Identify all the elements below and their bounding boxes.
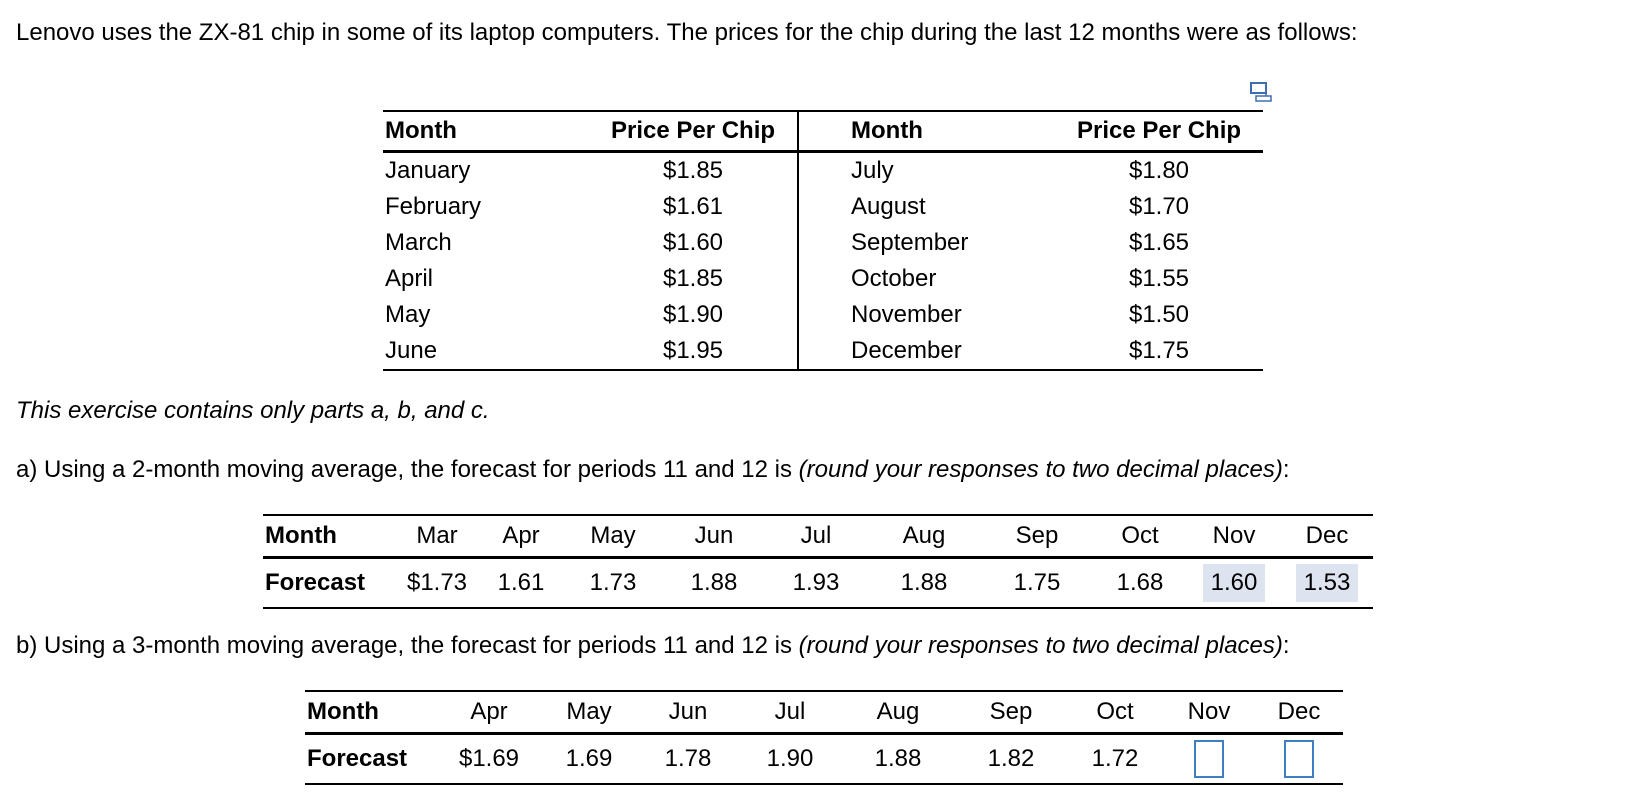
forecast-answer-value[interactable]: 1.60 xyxy=(1203,564,1266,602)
price-table-cell-month: March xyxy=(385,229,452,256)
price-table-cell-price: $1.85 xyxy=(589,261,798,297)
forecast-value: 1.88 xyxy=(900,569,948,596)
price-table xyxy=(383,110,1263,371)
month-header: Sep xyxy=(989,698,1033,725)
forecast-value: 1.68 xyxy=(1116,569,1164,596)
price-table-cell-month: December xyxy=(851,337,962,364)
forecast-answer-value[interactable]: 1.53 xyxy=(1296,564,1359,602)
price-table-cell-month: July xyxy=(851,157,894,184)
part_a-month-row xyxy=(263,515,1373,558)
month-header: Aug xyxy=(876,698,920,725)
price-table-cell-price: $1.61 xyxy=(589,189,798,225)
question-b xyxy=(16,632,1290,660)
month-header: Jun xyxy=(694,522,734,549)
month-header: May xyxy=(566,698,612,725)
forecast-value: 1.69 xyxy=(565,745,613,772)
question-a xyxy=(16,456,1290,484)
intro-text: Lenovo uses the ZX-81 chip in some of its laptop computers. The prices for the chip during the last 12 months were as follows: xyxy=(16,19,1358,46)
price-table-cell-month: September xyxy=(851,229,969,256)
forecast-value: 1.75 xyxy=(1013,569,1061,596)
row-label-month: Month xyxy=(307,698,379,725)
row-label-month: Month xyxy=(265,522,337,549)
forecast-answer-input[interactable] xyxy=(1194,740,1224,778)
forecast-value: $1.69 xyxy=(458,745,520,772)
forecast-value: 1.93 xyxy=(792,569,840,596)
forecast-value: 1.61 xyxy=(497,569,545,596)
month-header: Apr xyxy=(470,698,508,725)
question-b-text: b) Using a 3-month moving average, the forecast for periods 11 and 12 is xyxy=(16,632,799,659)
price-table-cell-month: November xyxy=(851,301,962,328)
forecast-input-cell xyxy=(1163,734,1255,785)
price-table-cell-price: $1.60 xyxy=(589,225,798,261)
price-table-cell-month: June xyxy=(385,337,438,364)
part_b-forecast-row xyxy=(305,734,1343,785)
forecast-input-cell xyxy=(1255,734,1343,785)
question-a-colon: : xyxy=(1282,456,1290,483)
price-table-cell-price: $1.65 xyxy=(1128,229,1190,256)
header-price-1: Price Per Chip xyxy=(589,111,798,152)
part_b-month-row xyxy=(305,691,1343,734)
forecast-value: 1.88 xyxy=(690,569,738,596)
row-label-forecast: Forecast xyxy=(307,745,408,772)
table-row xyxy=(383,297,1263,333)
month-header: Dec xyxy=(1277,698,1321,725)
table-row xyxy=(383,152,1263,190)
forecast-value: 1.72 xyxy=(1091,745,1139,772)
month-header: Aug xyxy=(902,522,946,549)
month-header: Sep xyxy=(1015,522,1059,549)
price-table-cell-price: $1.95 xyxy=(589,333,798,370)
forecast-value: 1.90 xyxy=(766,745,814,772)
price-table-cell-price: $1.70 xyxy=(1128,193,1190,220)
forecast-value: $1.73 xyxy=(406,569,468,596)
price-table-header xyxy=(383,111,1263,152)
header-month-2: Month xyxy=(851,117,923,144)
price-table-cell-month: January xyxy=(385,157,471,184)
table-row xyxy=(383,333,1263,370)
price-table-cell-price: $1.90 xyxy=(589,297,798,333)
price-table-cell-price: $1.80 xyxy=(1128,157,1190,184)
header-price-2: Price Per Chip xyxy=(1076,117,1242,144)
question-a-rounding: (round your responses to two decimal places) xyxy=(798,456,1283,483)
forecast-answer-input[interactable] xyxy=(1284,740,1314,778)
forecast-table-a xyxy=(263,514,1373,609)
month-header: Oct xyxy=(1121,522,1159,549)
price-table-cell-month: April xyxy=(385,265,434,292)
month-header: Nov xyxy=(1187,698,1231,725)
month-header: Jul xyxy=(774,698,806,725)
month-header: Nov xyxy=(1212,522,1256,549)
month-header: Jun xyxy=(668,698,708,725)
price-table-cell-month: May xyxy=(385,301,431,328)
table-row xyxy=(383,261,1263,297)
price-table-cell-price: $1.50 xyxy=(1128,301,1190,328)
month-header: May xyxy=(590,522,636,549)
forecast-table-b xyxy=(305,690,1343,785)
price-table-cell-month: October xyxy=(851,265,937,292)
forecast-value: 1.78 xyxy=(664,745,712,772)
price-table-cell-price: $1.55 xyxy=(1128,265,1190,292)
question-b-colon: : xyxy=(1282,632,1290,659)
month-header: Dec xyxy=(1305,522,1349,549)
table-row xyxy=(383,225,1263,261)
forecast-value: 1.73 xyxy=(589,569,637,596)
price-table-cell-price: $1.85 xyxy=(589,152,798,190)
forecast-answer-cell xyxy=(1281,558,1373,609)
month-header: Apr xyxy=(502,522,540,549)
month-header: Mar xyxy=(416,522,458,549)
month-header: Jul xyxy=(800,522,832,549)
exercise-note: This exercise contains only parts a, b, and c. xyxy=(16,397,490,424)
forecast-value: 1.82 xyxy=(987,745,1035,772)
table-row xyxy=(383,189,1263,225)
header-month-1: Month xyxy=(385,117,457,144)
part_a-forecast-row xyxy=(263,558,1373,609)
month-header: Oct xyxy=(1096,698,1134,725)
copy-icon[interactable] xyxy=(1250,82,1272,102)
forecast-answer-cell xyxy=(1187,558,1281,609)
price-table-cell-price: $1.75 xyxy=(1128,337,1190,364)
price-table-cell-month: August xyxy=(851,193,926,220)
forecast-value: 1.88 xyxy=(874,745,922,772)
question-b-rounding: (round your responses to two decimal places) xyxy=(798,632,1283,659)
row-label-forecast: Forecast xyxy=(265,569,366,596)
question-a-text: a) Using a 2-month moving average, the forecast for periods 11 and 12 is xyxy=(16,456,799,483)
price-table-cell-month: February xyxy=(385,193,482,220)
